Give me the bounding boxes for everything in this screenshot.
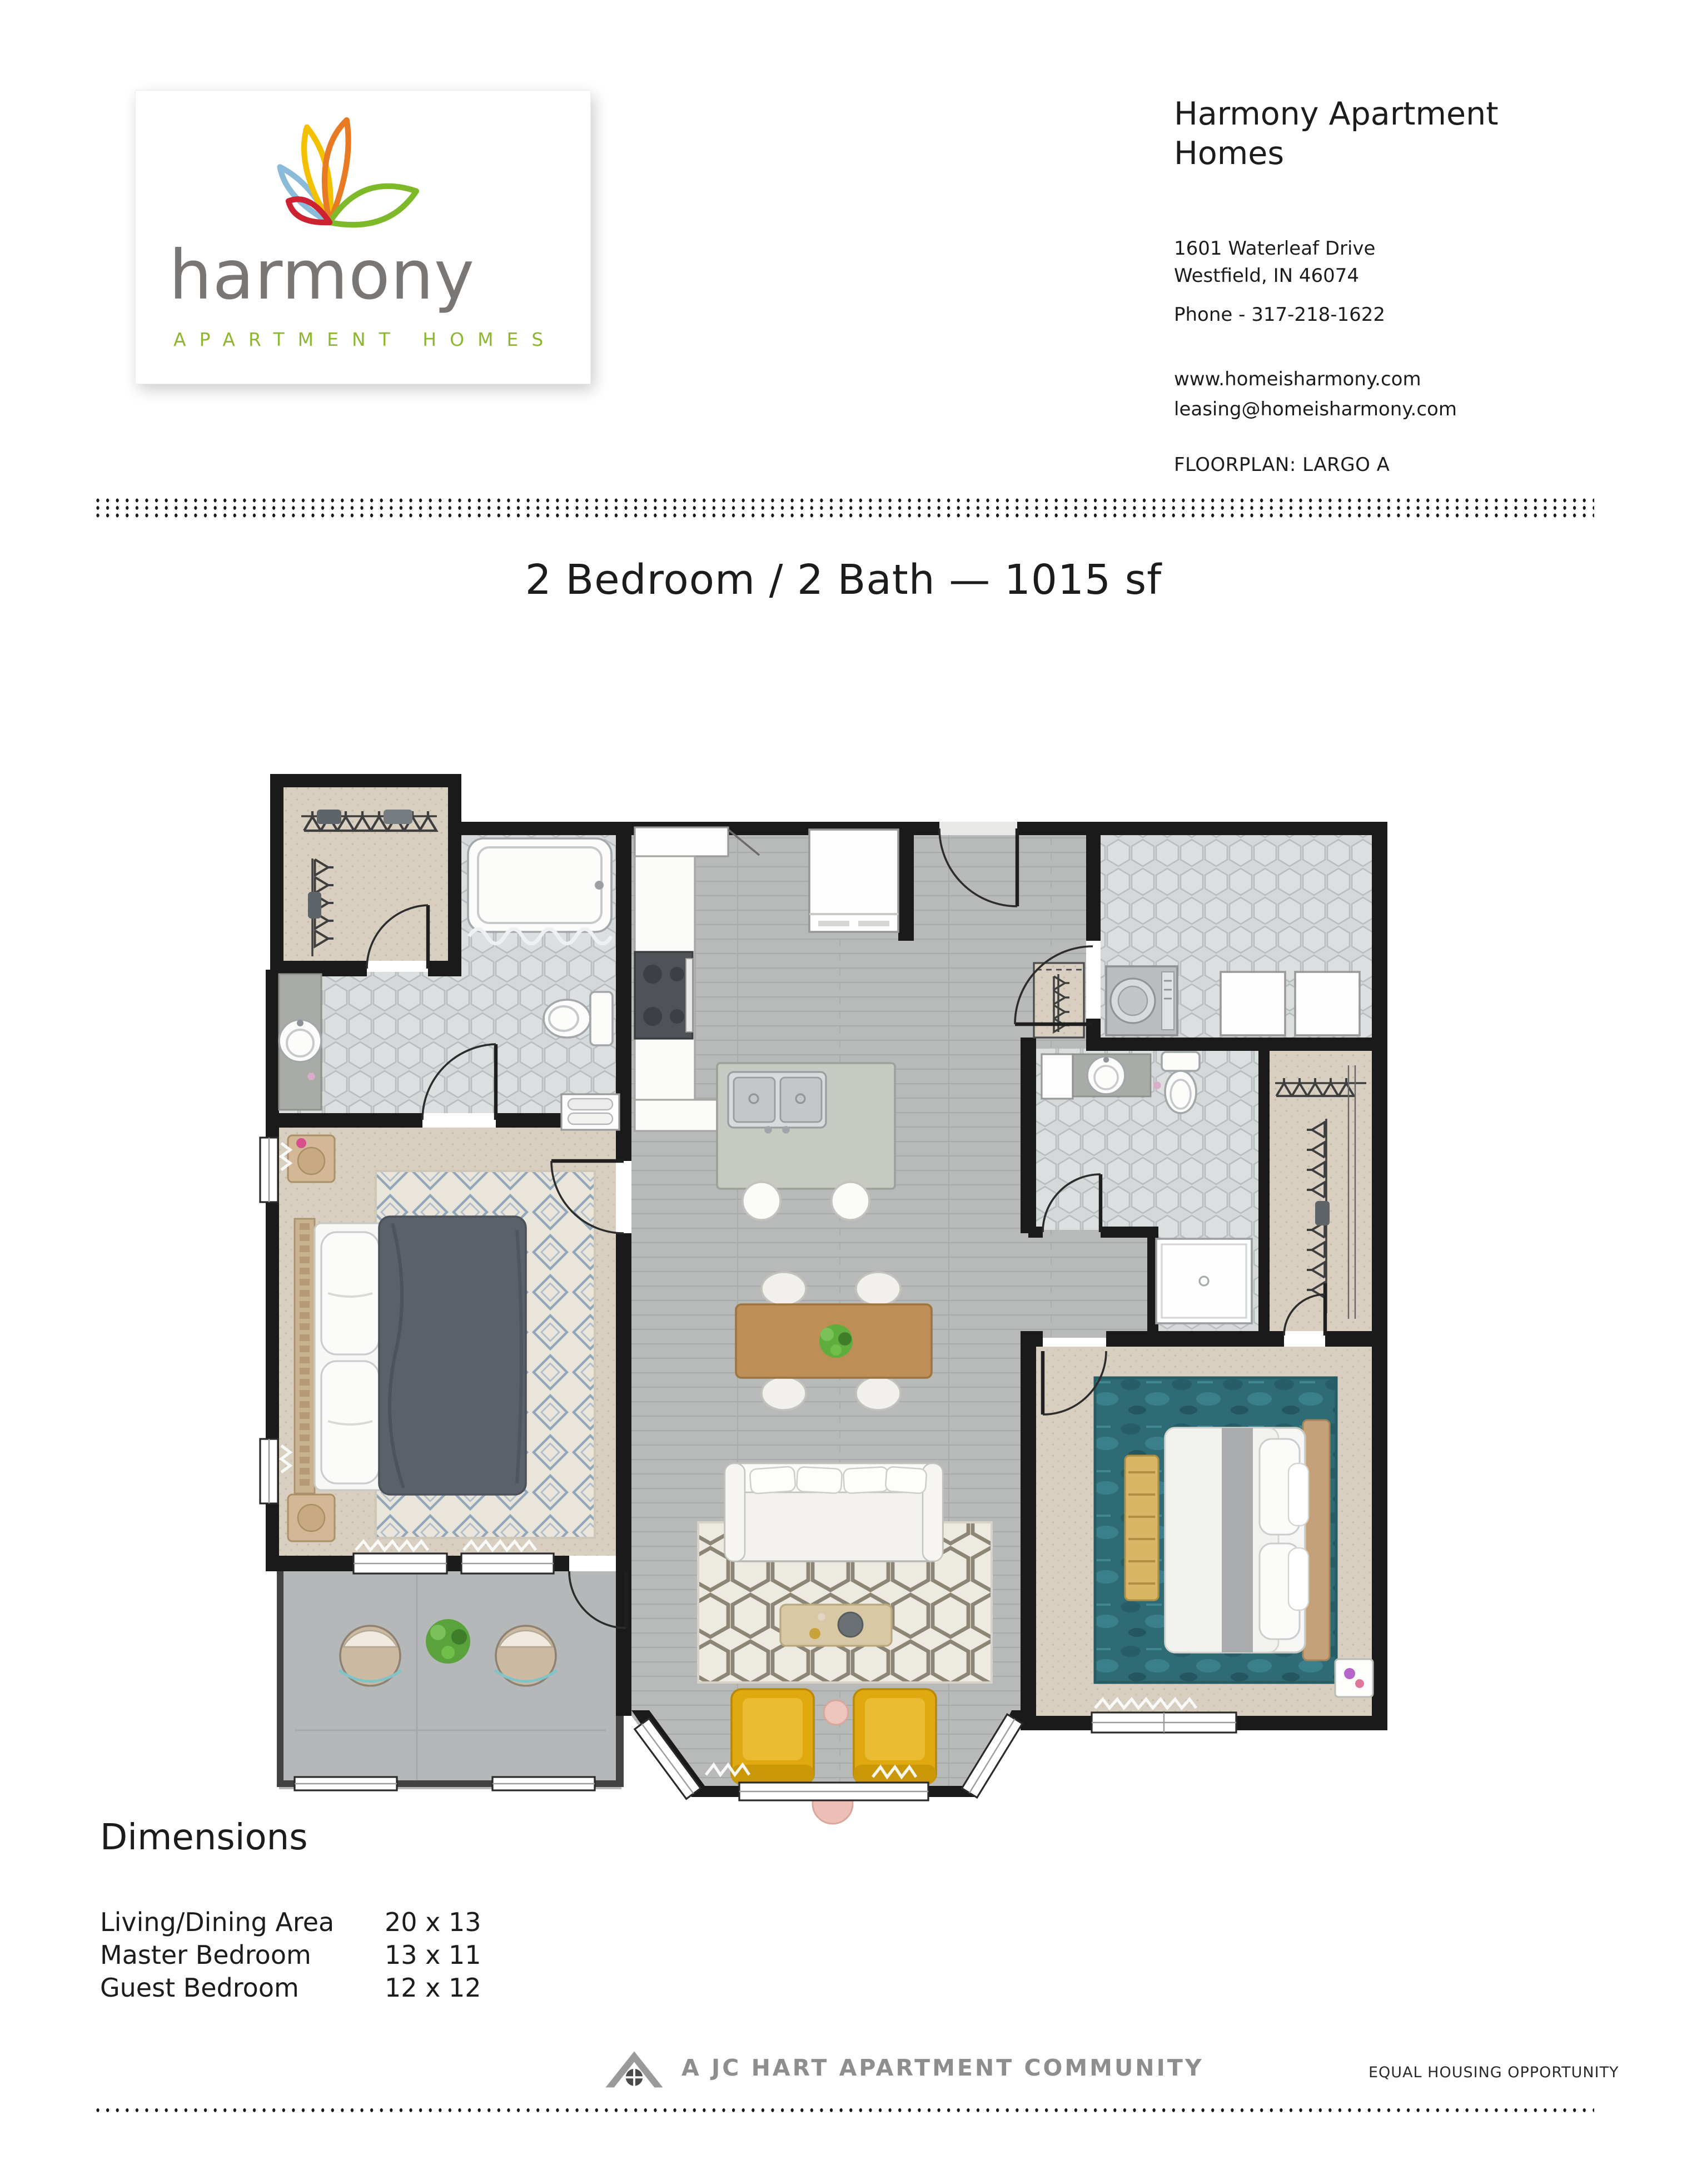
- dotted-divider-top: [93, 497, 1594, 519]
- footer-brand: [601, 2044, 1204, 2092]
- refrigerator: [809, 830, 898, 932]
- header-contact-block: [1174, 95, 1619, 420]
- accent-chair: [731, 1689, 814, 1784]
- guest-bed: [1165, 1420, 1330, 1660]
- floorplan-label: FLOORPLAN: LARGO A: [1174, 454, 1390, 476]
- kitchen-counter-return: [635, 1100, 726, 1131]
- dining-chair: [762, 1272, 806, 1306]
- dimension-value: 13 x 11: [385, 1939, 481, 1970]
- floorplan-drawing: [250, 752, 1395, 1844]
- equal-housing-text: EQUAL HOUSING OPPORTUNITY: [1368, 2064, 1619, 2081]
- dimension-label: Master Bedroom: [100, 1939, 311, 1970]
- dimensions-table: [100, 1906, 481, 2004]
- guest-toilet: [1162, 1052, 1200, 1113]
- pillow: [1288, 1548, 1308, 1610]
- patio-plant: [426, 1619, 470, 1664]
- duvet: [379, 1217, 526, 1495]
- dimension-label: Guest Bedroom: [100, 1972, 299, 2003]
- dimension-row: [100, 1972, 481, 2004]
- window: [260, 1138, 278, 1202]
- coffee-table: [780, 1605, 892, 1646]
- dryer: [1221, 972, 1285, 1035]
- coat-closet: [1034, 963, 1084, 1038]
- washer: [1106, 966, 1177, 1035]
- sofa: [725, 1463, 943, 1561]
- logo-card: [135, 90, 591, 384]
- window: [260, 1439, 278, 1503]
- company-phone: Phone - 317-218-1622: [1174, 303, 1386, 326]
- dining-chair: [856, 1272, 900, 1306]
- sofa-pillow: [750, 1466, 796, 1493]
- linen-cabinet: [1042, 1054, 1073, 1099]
- headboard: [1303, 1420, 1330, 1660]
- pantry-cabinet: [635, 827, 728, 856]
- soap: [307, 1073, 315, 1080]
- double-sink: [728, 1072, 826, 1134]
- dimension-row: [100, 1906, 481, 1939]
- hall-floor: [1036, 1230, 1147, 1338]
- dimensions-heading: Dimensions: [100, 1817, 308, 1858]
- clothes: [384, 810, 412, 824]
- company-website: www.homeisharmony.com: [1174, 368, 1421, 390]
- logo-wordmark: harmony: [169, 236, 475, 315]
- balcony-rail-window: [492, 1777, 595, 1790]
- patio-chair: [495, 1626, 557, 1686]
- clothes: [308, 892, 321, 919]
- window: [354, 1553, 447, 1574]
- sofa-pillow: [885, 1467, 927, 1494]
- dining-chair: [762, 1377, 806, 1410]
- lotus-logo-icon: [240, 107, 429, 235]
- towel-shelf: [561, 1094, 619, 1130]
- bay-window: [739, 1783, 928, 1800]
- balcony-floor: [279, 1571, 621, 1789]
- master-bed: [295, 1217, 526, 1495]
- tissue: [1153, 1081, 1161, 1089]
- walkin-closet-floor: [283, 787, 448, 961]
- walkin-shower: [1156, 1239, 1252, 1323]
- sofa-pillow: [797, 1467, 842, 1493]
- dining-chair: [856, 1377, 900, 1410]
- plan-title: 2 Bedroom / 2 Bath — 1015 sf: [525, 556, 1162, 604]
- bench: [1125, 1456, 1158, 1600]
- throw-blanket: [1222, 1428, 1253, 1652]
- dimension-value: 20 x 13: [385, 1907, 481, 1937]
- clothes: [1315, 1201, 1330, 1225]
- dimension-label: Living/Dining Area: [100, 1907, 335, 1937]
- guest-side-table: [1335, 1659, 1373, 1697]
- floorplan-svg: [250, 752, 1395, 1844]
- dimension-value: 12 x 12: [385, 1972, 481, 2003]
- bathtub: [468, 838, 611, 932]
- bar-stool: [743, 1182, 780, 1220]
- tub-faucet-icon: [595, 881, 604, 890]
- stove: [635, 952, 693, 1039]
- community-text: A JC HART APARTMENT COMMUNITY: [681, 2054, 1204, 2081]
- water-heater: [1295, 972, 1360, 1035]
- side-table: [824, 1700, 848, 1725]
- house-icon: [601, 2044, 667, 2092]
- logo-tagline: APARTMENT HOMES: [173, 329, 557, 350]
- company-address: 1601 Waterleaf Drive Westfield, IN 46074: [1174, 237, 1376, 287]
- dotted-divider-bottom: [93, 2106, 1594, 2114]
- company-title: Harmony Apartment Homes: [1174, 96, 1499, 172]
- company-email: leasing@homeisharmony.com: [1174, 398, 1457, 420]
- window: [461, 1553, 554, 1574]
- pillow: [1288, 1463, 1308, 1526]
- sofa-pillow: [843, 1467, 889, 1493]
- bar-stool: [832, 1182, 869, 1220]
- balcony-rail-window: [295, 1777, 397, 1790]
- clothes: [317, 810, 341, 824]
- window: [1092, 1713, 1236, 1733]
- patio-chair: [339, 1626, 401, 1686]
- nightstand: [288, 1495, 335, 1541]
- table-plant: [819, 1324, 853, 1358]
- dimension-row: [100, 1939, 481, 1972]
- nightstand: [288, 1135, 335, 1182]
